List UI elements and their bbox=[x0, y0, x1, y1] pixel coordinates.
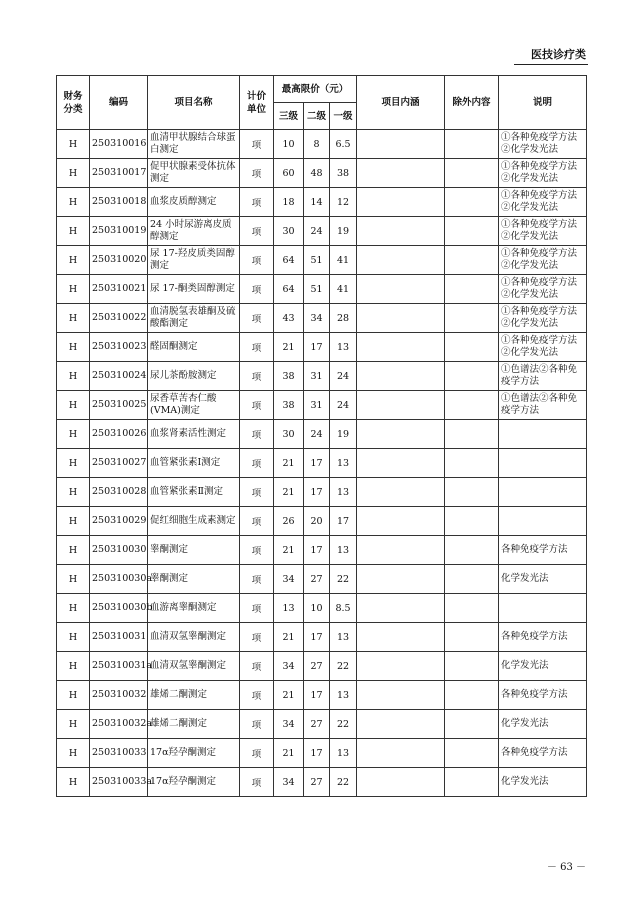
cell-code: 250310025 bbox=[90, 391, 148, 420]
header-price-2: 二级 bbox=[304, 103, 330, 130]
table-row bbox=[57, 507, 587, 536]
cell-price-2: 20 bbox=[304, 507, 330, 536]
header-price-1: 一级 bbox=[330, 103, 357, 130]
cell-price-3: 21 bbox=[274, 478, 304, 507]
cell-notes bbox=[499, 130, 587, 159]
cell-item-name: 醛固酮测定 bbox=[148, 333, 240, 362]
cell-price-3: 34 bbox=[274, 768, 304, 797]
header-notes: 说明 bbox=[499, 76, 587, 130]
cell-content bbox=[357, 420, 445, 449]
cell-notes bbox=[499, 217, 587, 246]
cell-notes bbox=[499, 275, 587, 304]
cell-price-2: 17 bbox=[304, 536, 330, 565]
cell-content bbox=[357, 217, 445, 246]
cell-notes bbox=[499, 623, 587, 652]
cell-excluded bbox=[445, 217, 499, 246]
cell-item-name: 促甲状腺素受体抗体测定 bbox=[148, 159, 240, 188]
cell-fin-class: H bbox=[57, 739, 90, 768]
cell-unit: 项 bbox=[240, 130, 274, 159]
cell-excluded bbox=[445, 362, 499, 391]
cell-notes bbox=[499, 536, 587, 565]
cell-price-1: 41 bbox=[330, 275, 357, 304]
cell-unit: 项 bbox=[240, 159, 274, 188]
cell-price-2: 27 bbox=[304, 565, 330, 594]
table-row bbox=[57, 217, 587, 246]
cell-excluded bbox=[445, 159, 499, 188]
cell-price-3: 30 bbox=[274, 217, 304, 246]
cell-price-2: 51 bbox=[304, 246, 330, 275]
note-line: ②化学发光法 bbox=[501, 144, 559, 155]
cell-item-name: 血游离睾酮测定 bbox=[148, 594, 240, 623]
cell-price-1: 28 bbox=[330, 304, 357, 333]
note-line: 各种免疫学方法 bbox=[501, 689, 568, 700]
cell-code: 250310033 bbox=[90, 739, 148, 768]
cell-fin-class: H bbox=[57, 507, 90, 536]
cell-price-1: 13 bbox=[330, 333, 357, 362]
cell-unit: 项 bbox=[240, 478, 274, 507]
cell-content bbox=[357, 623, 445, 652]
cell-price-2: 17 bbox=[304, 623, 330, 652]
cell-item-name: 睾酮测定 bbox=[148, 536, 240, 565]
cell-content bbox=[357, 768, 445, 797]
note-line: ②化学发光法 bbox=[501, 231, 559, 242]
note-line: 化学发光法 bbox=[501, 660, 549, 671]
note-line: 化学发光法 bbox=[501, 573, 549, 584]
note-line: ①各种免疫学方法 bbox=[501, 190, 578, 201]
cell-notes bbox=[499, 652, 587, 681]
table-row bbox=[57, 159, 587, 188]
cell-excluded bbox=[445, 246, 499, 275]
cell-price-2: 51 bbox=[304, 275, 330, 304]
cell-notes bbox=[499, 768, 587, 797]
cell-item-name: 睾酮测定 bbox=[148, 565, 240, 594]
table-row bbox=[57, 333, 587, 362]
table-row bbox=[57, 449, 587, 478]
table-row bbox=[57, 362, 587, 391]
category-header: 医技诊疗类 bbox=[531, 48, 586, 61]
cell-code: 250310024 bbox=[90, 362, 148, 391]
cell-price-2: 48 bbox=[304, 159, 330, 188]
cell-notes bbox=[499, 681, 587, 710]
cell-fin-class: H bbox=[57, 710, 90, 739]
cell-content bbox=[357, 594, 445, 623]
cell-price-3: 64 bbox=[274, 246, 304, 275]
cell-unit: 项 bbox=[240, 536, 274, 565]
cell-fin-class: H bbox=[57, 217, 90, 246]
cell-price-1: 17 bbox=[330, 507, 357, 536]
cell-price-3: 21 bbox=[274, 623, 304, 652]
cell-content bbox=[357, 449, 445, 478]
cell-unit: 项 bbox=[240, 623, 274, 652]
cell-content bbox=[357, 507, 445, 536]
cell-price-2: 17 bbox=[304, 478, 330, 507]
cell-content bbox=[357, 246, 445, 275]
cell-excluded bbox=[445, 449, 499, 478]
fee-table-body bbox=[57, 130, 587, 797]
table-row bbox=[57, 652, 587, 681]
header-excluded: 除外内容 bbox=[445, 76, 499, 130]
note-line: 各种免疫学方法 bbox=[501, 631, 568, 642]
cell-content bbox=[357, 681, 445, 710]
cell-unit: 项 bbox=[240, 565, 274, 594]
cell-price-1: 19 bbox=[330, 420, 357, 449]
cell-notes bbox=[499, 159, 587, 188]
cell-unit: 项 bbox=[240, 739, 274, 768]
cell-notes bbox=[499, 507, 587, 536]
cell-unit: 项 bbox=[240, 681, 274, 710]
header-name: 项目名称 bbox=[148, 76, 240, 130]
cell-code: 250310032 bbox=[90, 681, 148, 710]
cell-price-1: 13 bbox=[330, 739, 357, 768]
cell-content bbox=[357, 159, 445, 188]
cell-unit: 项 bbox=[240, 304, 274, 333]
cell-price-1: 22 bbox=[330, 565, 357, 594]
cell-price-2: 31 bbox=[304, 362, 330, 391]
cell-fin-class: H bbox=[57, 536, 90, 565]
cell-fin-class: H bbox=[57, 391, 90, 420]
cell-fin-class: H bbox=[57, 681, 90, 710]
header-content: 项目内涵 bbox=[357, 76, 445, 130]
cell-price-3: 21 bbox=[274, 449, 304, 478]
cell-notes bbox=[499, 420, 587, 449]
cell-code: 250310020 bbox=[90, 246, 148, 275]
table-row bbox=[57, 623, 587, 652]
cell-content bbox=[357, 391, 445, 420]
table-row bbox=[57, 739, 587, 768]
cell-unit: 项 bbox=[240, 275, 274, 304]
cell-excluded bbox=[445, 304, 499, 333]
cell-fin-class: H bbox=[57, 623, 90, 652]
note-line: ②化学发光法 bbox=[501, 260, 559, 271]
cell-price-3: 21 bbox=[274, 681, 304, 710]
note-line: ①各种免疫学方法 bbox=[501, 335, 578, 346]
table-row bbox=[57, 304, 587, 333]
cell-price-1: 22 bbox=[330, 652, 357, 681]
cell-fin-class: H bbox=[57, 130, 90, 159]
cell-code: 250310031 bbox=[90, 623, 148, 652]
cell-item-name: 尿儿茶酚胺测定 bbox=[148, 362, 240, 391]
cell-price-1: 38 bbox=[330, 159, 357, 188]
header-fin-class: 财务 分类 bbox=[57, 76, 90, 130]
cell-fin-class: H bbox=[57, 565, 90, 594]
note-line: ①各种免疫学方法 bbox=[501, 219, 578, 230]
cell-code: 250310017 bbox=[90, 159, 148, 188]
cell-content bbox=[357, 362, 445, 391]
page-number: － 63 － bbox=[546, 862, 586, 873]
cell-price-3: 30 bbox=[274, 420, 304, 449]
cell-item-name: 血管紧张素Ⅰ测定 bbox=[148, 449, 240, 478]
cell-excluded bbox=[445, 333, 499, 362]
cell-notes bbox=[499, 188, 587, 217]
cell-price-3: 64 bbox=[274, 275, 304, 304]
cell-item-name: 雄烯二酮测定 bbox=[148, 710, 240, 739]
cell-content bbox=[357, 304, 445, 333]
cell-content bbox=[357, 536, 445, 565]
cell-fin-class: H bbox=[57, 188, 90, 217]
cell-price-2: 17 bbox=[304, 333, 330, 362]
cell-item-name: 尿 17-酮类固醇测定 bbox=[148, 275, 240, 304]
cell-fin-class: H bbox=[57, 362, 90, 391]
cell-fin-class: H bbox=[57, 768, 90, 797]
cell-notes bbox=[499, 565, 587, 594]
cell-excluded bbox=[445, 710, 499, 739]
cell-code: 250310022 bbox=[90, 304, 148, 333]
note-line: 化学发光法 bbox=[501, 718, 549, 729]
note-line: ①各种免疫学方法 bbox=[501, 277, 578, 288]
cell-price-2: 27 bbox=[304, 652, 330, 681]
cell-content bbox=[357, 478, 445, 507]
cell-price-1: 41 bbox=[330, 246, 357, 275]
cell-price-3: 21 bbox=[274, 536, 304, 565]
header-price-3: 三级 bbox=[274, 103, 304, 130]
cell-price-3: 38 bbox=[274, 362, 304, 391]
cell-notes bbox=[499, 304, 587, 333]
cell-item-name: 血浆皮质醇测定 bbox=[148, 188, 240, 217]
cell-excluded bbox=[445, 623, 499, 652]
cell-price-2: 27 bbox=[304, 710, 330, 739]
cell-item-name: 24 小时尿游离皮质醇测定 bbox=[148, 217, 240, 246]
cell-excluded bbox=[445, 536, 499, 565]
cell-notes bbox=[499, 362, 587, 391]
cell-excluded bbox=[445, 130, 499, 159]
cell-code: 250310018 bbox=[90, 188, 148, 217]
cell-fin-class: H bbox=[57, 420, 90, 449]
cell-excluded bbox=[445, 478, 499, 507]
cell-price-1: 13 bbox=[330, 449, 357, 478]
cell-price-2: 24 bbox=[304, 420, 330, 449]
cell-notes bbox=[499, 710, 587, 739]
cell-item-name: 尿香草苦杏仁酸(VMA)测定 bbox=[148, 391, 240, 420]
cell-price-2: 10 bbox=[304, 594, 330, 623]
cell-excluded bbox=[445, 681, 499, 710]
cell-item-name: 尿 17-羟皮质类固醇测定 bbox=[148, 246, 240, 275]
cell-price-2: 31 bbox=[304, 391, 330, 420]
cell-excluded bbox=[445, 768, 499, 797]
cell-price-3: 34 bbox=[274, 565, 304, 594]
cell-notes bbox=[499, 333, 587, 362]
cell-content bbox=[357, 275, 445, 304]
cell-price-1: 12 bbox=[330, 188, 357, 217]
cell-price-3: 34 bbox=[274, 652, 304, 681]
cell-notes bbox=[499, 246, 587, 275]
cell-price-1: 19 bbox=[330, 217, 357, 246]
cell-price-3: 21 bbox=[274, 739, 304, 768]
cell-content bbox=[357, 565, 445, 594]
cell-notes bbox=[499, 594, 587, 623]
cell-unit: 项 bbox=[240, 362, 274, 391]
cell-fin-class: H bbox=[57, 304, 90, 333]
table-row bbox=[57, 246, 587, 275]
cell-item-name: 17α羟孕酮测定 bbox=[148, 739, 240, 768]
cell-excluded bbox=[445, 565, 499, 594]
cell-excluded bbox=[445, 275, 499, 304]
cell-price-1: 13 bbox=[330, 536, 357, 565]
cell-price-1: 6.5 bbox=[330, 130, 357, 159]
cell-content bbox=[357, 130, 445, 159]
cell-price-2: 27 bbox=[304, 768, 330, 797]
note-line: ②化学发光法 bbox=[501, 173, 559, 184]
cell-unit: 项 bbox=[240, 768, 274, 797]
cell-excluded bbox=[445, 507, 499, 536]
cell-unit: 项 bbox=[240, 217, 274, 246]
cell-excluded bbox=[445, 188, 499, 217]
note-line: 化学发光法 bbox=[501, 776, 549, 787]
cell-price-1: 13 bbox=[330, 681, 357, 710]
cell-price-2: 24 bbox=[304, 217, 330, 246]
cell-code: 250310032a bbox=[90, 710, 148, 739]
cell-price-1: 8.5 bbox=[330, 594, 357, 623]
note-line: 疫学方法 bbox=[501, 405, 540, 416]
table-row bbox=[57, 565, 587, 594]
note-line: ②化学发光法 bbox=[501, 202, 559, 213]
cell-fin-class: H bbox=[57, 652, 90, 681]
cell-unit: 项 bbox=[240, 333, 274, 362]
table-row bbox=[57, 478, 587, 507]
cell-unit: 项 bbox=[240, 420, 274, 449]
cell-code: 250310029 bbox=[90, 507, 148, 536]
cell-excluded bbox=[445, 391, 499, 420]
cell-price-3: 21 bbox=[274, 333, 304, 362]
cell-item-name: 促红细胞生成素测定 bbox=[148, 507, 240, 536]
cell-price-1: 13 bbox=[330, 478, 357, 507]
cell-excluded bbox=[445, 739, 499, 768]
table-row bbox=[57, 130, 587, 159]
header-unit: 计价 单位 bbox=[240, 76, 274, 130]
cell-item-name: 血清双氢睾酮测定 bbox=[148, 652, 240, 681]
cell-code: 250310030a bbox=[90, 565, 148, 594]
table-row bbox=[57, 391, 587, 420]
cell-fin-class: H bbox=[57, 275, 90, 304]
cell-notes bbox=[499, 478, 587, 507]
note-line: ①色谱法②各种免 bbox=[501, 393, 578, 404]
cell-code: 250310023 bbox=[90, 333, 148, 362]
cell-item-name: 血浆肾素活性测定 bbox=[148, 420, 240, 449]
table-row bbox=[57, 275, 587, 304]
cell-notes bbox=[499, 739, 587, 768]
cell-price-1: 22 bbox=[330, 768, 357, 797]
cell-excluded bbox=[445, 594, 499, 623]
cell-item-name: 17α羟孕酮测定 bbox=[148, 768, 240, 797]
cell-content bbox=[357, 333, 445, 362]
cell-code: 250310030 bbox=[90, 536, 148, 565]
cell-price-3: 26 bbox=[274, 507, 304, 536]
note-line: ①各种免疫学方法 bbox=[501, 306, 578, 317]
cell-item-name: 血清脱氢表雄酮及硫酸酯测定 bbox=[148, 304, 240, 333]
cell-code: 250310030b bbox=[90, 594, 148, 623]
fee-table bbox=[56, 75, 587, 797]
table-row bbox=[57, 681, 587, 710]
note-line: 疫学方法 bbox=[501, 376, 540, 387]
cell-content bbox=[357, 739, 445, 768]
cell-content bbox=[357, 188, 445, 217]
cell-fin-class: H bbox=[57, 449, 90, 478]
cell-content bbox=[357, 710, 445, 739]
cell-price-1: 24 bbox=[330, 391, 357, 420]
cell-code: 250310031a bbox=[90, 652, 148, 681]
cell-code: 250310016 bbox=[90, 130, 148, 159]
cell-unit: 项 bbox=[240, 391, 274, 420]
table-row bbox=[57, 420, 587, 449]
cell-fin-class: H bbox=[57, 594, 90, 623]
cell-code: 250310019 bbox=[90, 217, 148, 246]
cell-price-3: 34 bbox=[274, 710, 304, 739]
cell-price-2: 14 bbox=[304, 188, 330, 217]
header-max-price: 最高限价（元） bbox=[274, 76, 357, 103]
cell-code: 250310033a bbox=[90, 768, 148, 797]
cell-unit: 项 bbox=[240, 188, 274, 217]
note-line: ①各种免疫学方法 bbox=[501, 132, 578, 143]
cell-excluded bbox=[445, 652, 499, 681]
cell-excluded bbox=[445, 420, 499, 449]
note-line: ②化学发光法 bbox=[501, 289, 559, 300]
note-line: ①各种免疫学方法 bbox=[501, 161, 578, 172]
cell-price-3: 10 bbox=[274, 130, 304, 159]
table-row bbox=[57, 188, 587, 217]
cell-code: 250310026 bbox=[90, 420, 148, 449]
cell-price-2: 17 bbox=[304, 739, 330, 768]
cell-price-3: 43 bbox=[274, 304, 304, 333]
cell-fin-class: H bbox=[57, 478, 90, 507]
cell-price-1: 22 bbox=[330, 710, 357, 739]
cell-price-2: 8 bbox=[304, 130, 330, 159]
cell-unit: 项 bbox=[240, 652, 274, 681]
cell-fin-class: H bbox=[57, 159, 90, 188]
cell-price-2: 17 bbox=[304, 449, 330, 478]
cell-notes bbox=[499, 391, 587, 420]
table-row bbox=[57, 768, 587, 797]
cell-item-name: 血管紧张素Ⅱ测定 bbox=[148, 478, 240, 507]
cell-price-3: 38 bbox=[274, 391, 304, 420]
header-rule bbox=[514, 64, 588, 65]
cell-unit: 项 bbox=[240, 594, 274, 623]
cell-content bbox=[357, 652, 445, 681]
header-code: 编码 bbox=[90, 76, 148, 130]
cell-code: 250310028 bbox=[90, 478, 148, 507]
cell-price-1: 13 bbox=[330, 623, 357, 652]
cell-notes bbox=[499, 449, 587, 478]
cell-item-name: 雄烯二酮测定 bbox=[148, 681, 240, 710]
cell-code: 250310021 bbox=[90, 275, 148, 304]
cell-fin-class: H bbox=[57, 246, 90, 275]
cell-price-2: 34 bbox=[304, 304, 330, 333]
cell-unit: 项 bbox=[240, 710, 274, 739]
note-line: ①色谱法②各种免 bbox=[501, 364, 578, 375]
table-row bbox=[57, 536, 587, 565]
note-line: ②化学发光法 bbox=[501, 318, 559, 329]
cell-item-name: 血清双氢睾酮测定 bbox=[148, 623, 240, 652]
cell-fin-class: H bbox=[57, 333, 90, 362]
cell-price-3: 13 bbox=[274, 594, 304, 623]
cell-price-1: 24 bbox=[330, 362, 357, 391]
note-line: ②化学发光法 bbox=[501, 347, 559, 358]
cell-price-2: 17 bbox=[304, 681, 330, 710]
cell-unit: 项 bbox=[240, 507, 274, 536]
cell-code: 250310027 bbox=[90, 449, 148, 478]
cell-unit: 项 bbox=[240, 246, 274, 275]
table-row bbox=[57, 710, 587, 739]
note-line: 各种免疫学方法 bbox=[501, 747, 568, 758]
note-line: ①各种免疫学方法 bbox=[501, 248, 578, 259]
note-line: 各种免疫学方法 bbox=[501, 544, 568, 555]
table-row bbox=[57, 594, 587, 623]
cell-item-name: 血清甲状腺结合球蛋白测定 bbox=[148, 130, 240, 159]
cell-price-3: 60 bbox=[274, 159, 304, 188]
cell-price-3: 18 bbox=[274, 188, 304, 217]
cell-unit: 项 bbox=[240, 449, 274, 478]
